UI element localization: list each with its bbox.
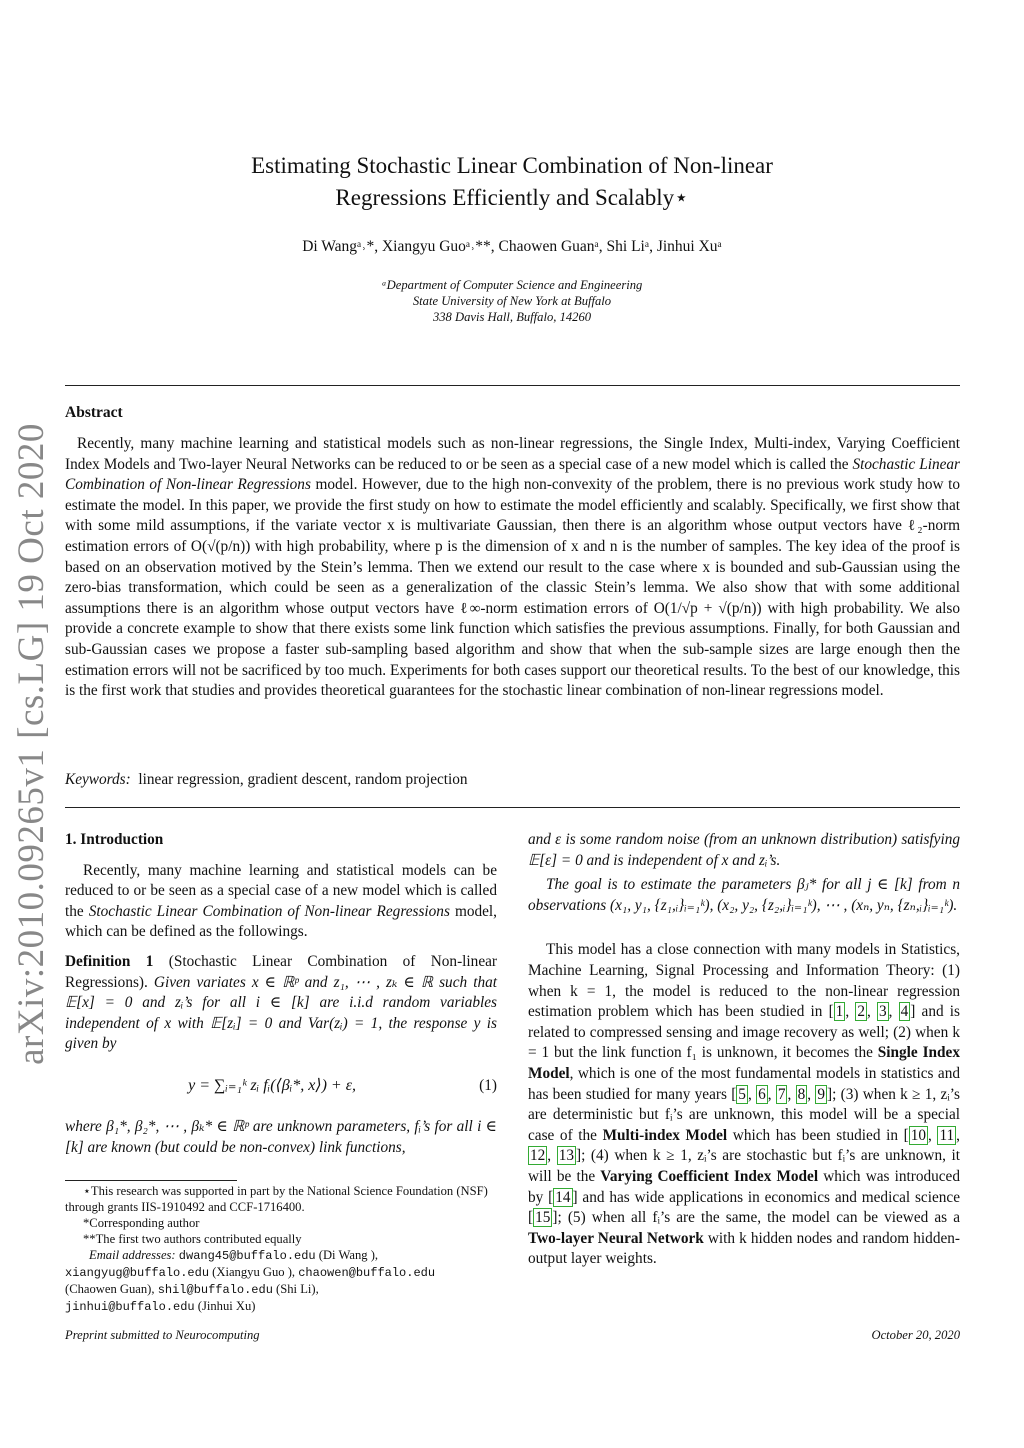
text-seg: which has been studied in [ [727, 1126, 909, 1144]
citation-link[interactable]: 1 [835, 1003, 844, 1021]
right-column [528, 830, 960, 1270]
mid-rule [65, 807, 960, 808]
text-seg: , [547, 1147, 557, 1165]
email-link[interactable]: dwang45@buffalo.edu [178, 1249, 316, 1263]
preprint-note: Preprint submitted to Neurocomputing [65, 1328, 260, 1342]
abstract-model-name: Stochastic Linear Combination of Non-linear Regressions [65, 455, 960, 494]
footnote-emails-2 [65, 1264, 497, 1281]
affiliation-line-1: ᵃDepartment of Computer Science and Engineering [381, 278, 643, 292]
email-owner: (Xiangyu Guo ), [209, 1265, 299, 1279]
citation-link[interactable]: 4 [900, 1003, 909, 1021]
equation-1 [65, 1063, 497, 1109]
definition-text: Given variates x ∈ ℝᵖ and z₁, ⋯ , zₖ ∈ ℝ such that 𝔼[x] = 0 and zᵢ’s for all i ∈ [k] are i.i.d random variables independent of x with 𝔼[zᵢ] = 0 and Var(zᵢ) = 1, the response y is given by [65, 973, 497, 1053]
citation-link[interactable]: 5 [738, 1085, 746, 1103]
text-seg: , [928, 1126, 938, 1144]
intro-model-name: Stochastic Linear Combination of Non-linear Regressions [88, 902, 450, 920]
arxiv-watermark: arXiv:2010.09265v1 [cs.LG] 19 Oct 2020 [11, 423, 52, 1065]
email-link[interactable]: chaowen@buffalo.edu [298, 1266, 436, 1280]
text-seg: ] and is related to compressed sensing and image recovery as well; (2) when k = 1 but the link function f₁ is unknown, it becomes the [528, 1003, 961, 1062]
affiliation-line-2: State University of New York at Buffalo [412, 294, 612, 308]
text-seg: ] and has wide applications in economics and medical science [ [528, 1188, 960, 1227]
equation-number: (1) [479, 1076, 497, 1094]
definition-label: Definition 1 [65, 952, 154, 970]
keywords [65, 771, 468, 789]
keywords-label: Keywords: [65, 771, 131, 788]
citation-link[interactable]: 15 [535, 1209, 551, 1227]
text-seg: ]; (5) when all fᵢ’s are the same, the model can be viewed as a [552, 1209, 960, 1227]
right-paragraph-3 [528, 940, 960, 1270]
email-link[interactable]: shil@buffalo.edu [157, 1283, 273, 1297]
citation-link[interactable]: 7 [777, 1085, 786, 1103]
footnote-rule [65, 1180, 237, 1181]
footnote-funding: ⋆This research was supported in part by the National Science Foundation (NSF) through grants IIS-1910492 and CCF-1716400. [65, 1184, 488, 1214]
citation-link[interactable]: 12 [530, 1147, 546, 1165]
citation-link[interactable]: 10 [910, 1126, 926, 1144]
intro-text-2: model, which can be defined as the followings. [65, 902, 498, 941]
text-seg: , [845, 1003, 856, 1021]
where-text-body: where β₁*, β₂*, ⋯ , βₖ* ∈ ℝᵖ are unknown parameters, fᵢ’s for all i ∈ [k] are known (but could be non-convex) link functions, [65, 1117, 497, 1156]
equation-body: y = ∑ᵢ₌₁ᵏ zᵢ fᵢ(⟨βᵢ*, x⟩) + ε, [188, 1076, 357, 1094]
text-seg: , [767, 1085, 776, 1103]
where-text [65, 1117, 497, 1158]
abstract-heading: Abstract [65, 404, 123, 421]
citation-link[interactable]: 8 [797, 1085, 806, 1103]
text-seg: This model has a close connection with many models in Statistics, Machine Learning, Signal Processing and Information Theory: (1) when k = 1, the model is reduced to the non-linear regression estimation problem which has been studied in [ [528, 941, 960, 1021]
email-link[interactable]: xiangyug@buffalo.edu [65, 1266, 210, 1280]
text-seg: , [866, 1003, 877, 1021]
left-column [65, 830, 497, 1158]
affiliation [100, 277, 924, 325]
footnotes [65, 1183, 497, 1315]
abstract-text-2: model. However, due to the high non-convexity of the problem, there is no previous work study how to estimate the model. In this paper, we provide the first study on how to estimate the model efficiently and scalably. Specifically, we first show that with some mild assumptions, if the variate vector x is multivariate Gaussian, then there is an algorithm whose output vectors have ℓ₂-norm estimation errors of O(√(p/n)) with high probability, where p is the dimension of x and n is the number of samples. The key idea of the proof is based on an observation motived by the Stein’s lemma. Then we extend our result to the case where x is bounded and sub-Gaussian using the zero-bias transformation, which could be seen as a generalization of the classic Stein’s lemma. We also show that with some additional assumptions there is an algorithm whose output vectors have ℓ∞-norm estimation errors of O(1/√p + √(p/n)) with high probability. We also provide a concrete example to show that there exists some link function which satisfies the previous assumptions. Finally, for both Gaussian and sub-Gaussian cases we propose a faster sub-sampling based algorithm and show that when the sub-sample sizes are large enough then the estimation errors will not be sacrificed by too much. Experiments for both cases support our theoretical results. To the best of our knowledge, this is the first work that studies and provides theoretical guarantees for the stochastic linear combination of non-linear regressions model. [65, 476, 960, 700]
text-seg: , which is one of the most fundamental models in statistics and has been studied for many years [ [528, 1064, 960, 1103]
citation-link[interactable]: 11 [939, 1126, 955, 1144]
text-seg: with k hidden nodes and random hidden-output layer weights. [528, 1229, 961, 1268]
citation-link[interactable]: 9 [817, 1085, 826, 1103]
footnote-corresponding: *Corresponding author [83, 1216, 200, 1230]
right-paragraph-1-text: and ε is some random noise (from an unknown distribution) satisfying 𝔼[ε] = 0 and is independent of x and zᵢ’s. [528, 831, 960, 869]
paper-title [100, 150, 924, 214]
citation-link[interactable]: 13 [558, 1147, 574, 1165]
intro-paragraph [65, 861, 497, 943]
email-owner: (Di Wang ), [315, 1248, 379, 1262]
citation-link[interactable]: 3 [878, 1003, 887, 1021]
title-line-2: Regressions Efficiently and Scalably⋆ [335, 185, 689, 210]
author-list: Di Wangᵃ˒*, Xiangyu Guoᵃ˒**, Chaowen Guanᵃ, Shi Liᵃ, Jinhui Xuᵃ [302, 238, 722, 255]
text-seg: , [807, 1085, 816, 1103]
text-seg: , [787, 1085, 796, 1103]
model-name-bold: Single Index Model [528, 1044, 960, 1082]
footnote-emails-4 [65, 1298, 497, 1315]
text-seg: , [888, 1003, 899, 1021]
abstract-text-1: Recently, many machine learning and statistical models such as non-linear regressions, the Single Index, Multi-index, Varying Coefficient Index Models and Two-layer Neural Networks can be reduced to or be seen as a special case of a new model which is called the [65, 435, 960, 473]
right-paragraph-1 [528, 830, 960, 871]
email-link[interactable]: jinhui@buffalo.edu [65, 1300, 195, 1314]
text-seg: ]; (4) when k ≥ 1, zᵢ’s are stochastic but fᵢ’s are unknown, it will be the [528, 1147, 960, 1185]
citation-link[interactable]: 2 [857, 1003, 865, 1021]
right-paragraph-2 [528, 875, 960, 916]
text-seg: ]; (3) when k ≥ 1, zᵢ’s are deterministic but fᵢ’s are unknown, this model will be a special case of the [528, 1085, 960, 1144]
email-owner: (Jinhui Xu) [194, 1299, 256, 1313]
citation-link[interactable]: 14 [555, 1188, 571, 1206]
citation-link[interactable]: 6 [758, 1085, 766, 1103]
footnote-equal: **The first two authors contributed equally [83, 1232, 302, 1246]
text-seg: , [956, 1126, 960, 1144]
affiliation-line-3: 338 Davis Hall, Buffalo, 14260 [432, 310, 592, 324]
abstract-body [65, 434, 960, 702]
model-name-bold: Two-layer Neural Network [528, 1229, 704, 1247]
intro-text-1: Recently, many machine learning and statistical models can be reduced to or be seen as a special case of a new model which is called the [65, 861, 497, 920]
model-name-bold: Varying Coefficient Index Model [600, 1167, 819, 1185]
email-label: Email addresses: [89, 1248, 176, 1262]
intro-heading: 1. Introduction [65, 831, 164, 848]
email-owner: (Chaowen Guan), [65, 1282, 158, 1296]
preprint-date: October 20, 2020 [871, 1328, 960, 1342]
right-paragraph-2-text: The goal is to estimate the parameters βⱼ* for all j ∈ [k] from n observations (x₁, y₁, {z₁,ᵢ}ᵢ₌₁ᵏ), (x₂, y₂, {z₂,ᵢ}ᵢ₌₁ᵏ), ⋯ , (xₙ, yₙ, {zₙ,ᵢ}ᵢ₌₁ᵏ). [528, 876, 960, 914]
title-line-1: Estimating Stochastic Linear Combination of Non-linear [251, 153, 773, 178]
text-seg: , [747, 1085, 757, 1103]
footnote-emails [65, 1247, 497, 1264]
keywords-list: linear regression, gradient descent, random projection [138, 771, 468, 788]
footnote-emails-3 [65, 1281, 497, 1298]
email-owner: (Shi Li), [272, 1282, 319, 1296]
top-rule [65, 385, 960, 386]
text-seg: which was introduced by [ [528, 1167, 960, 1206]
definition-1 [65, 952, 497, 1055]
model-name-bold: Multi-index Model [602, 1126, 728, 1144]
definition-name: (Stochastic Linear Combination of Non-linear Regressions). [65, 952, 497, 991]
